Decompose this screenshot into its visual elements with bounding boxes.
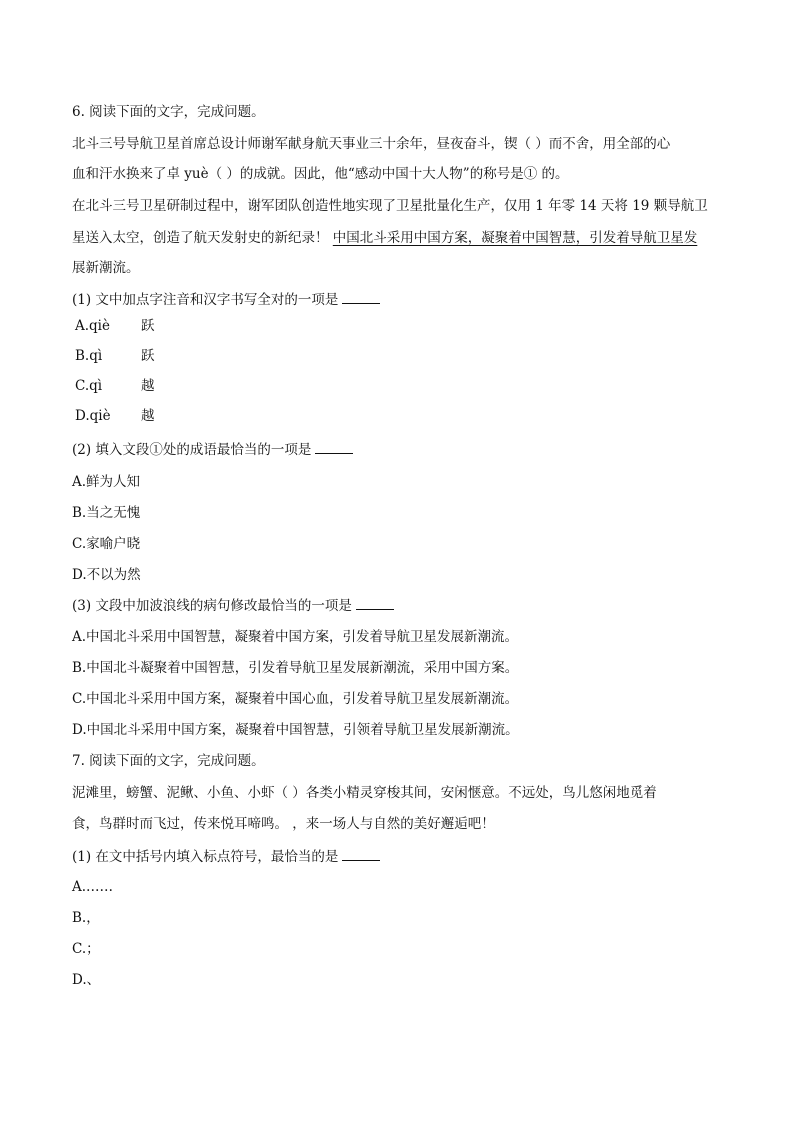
q6-sub2-option-d: D.不以为然 [72, 567, 141, 583]
q6-sub3-option-a: A.中国北斗采用中国智慧，凝聚着中国方案，引发着导航卫星发展新潮流。 [72, 629, 519, 645]
q6-sub2-option-b: B.当之无愧 [72, 505, 141, 521]
q6-sub1-option-c: C.qì 越 [75, 378, 155, 394]
answer-blank [342, 291, 380, 304]
q6-sub2-option-a: A.鲜为人知 [72, 474, 141, 490]
q6-sub3-question: (3) 文段中加波浪线的病句修改最恰当的一项是 [72, 596, 394, 616]
q6-sub2-option-c: C.家喻户晓 [72, 536, 141, 552]
q6-paragraph-2-plain: 星送入太空，创造了航天发射史的新纪录！ [72, 230, 333, 246]
q6-sub3-option-d: D.中国北斗采用中国方案，凝聚着中国智慧，引领着导航卫星发展新潮流。 [72, 722, 519, 738]
q6-paragraph-2-line-3: 展新潮流。 [72, 260, 140, 276]
answer-blank [356, 597, 394, 610]
answer-blank [315, 441, 353, 454]
q7-sub1-option-a: A.…… [72, 879, 114, 895]
q7-sub1-option-c: C.； [72, 941, 100, 957]
q6-sub3-option-c: C.中国北斗采用中国方案，凝聚着中国心血，引发着导航卫星发展新潮流。 [72, 691, 519, 707]
q6-sub1-question: (1) 文中加点字注音和汉字书写全对的一项是 [72, 290, 380, 310]
q6-wavy-underlined-sentence: 中国北斗采用中国方案，凝聚着中国智慧，引发着导航卫星发 [332, 230, 698, 246]
question-7-heading: 7. 阅读下面的文字，完成问题。 [72, 753, 265, 769]
q6-paragraph-1-line-2: 血和汗水换来了卓 yuè（ ）的成就。因此，他“感动中国十大人物”的称号是① 的。 [72, 166, 569, 182]
q6-sub3-option-b: B.中国北斗凝聚着中国智慧，引发着导航卫星发展新潮流，采用中国方案。 [72, 660, 519, 676]
q6-paragraph-2-line-2 [72, 228, 697, 248]
answer-blank [342, 848, 380, 861]
question-6-heading: 6. 阅读下面的文字，完成问题。 [72, 104, 265, 120]
q7-sub1-option-d: D.、 [72, 972, 101, 988]
q7-paragraph-line-2: 食，鸟群时而飞过，传来悦耳啼鸣。 ，来一场人与自然的美好邂逅吧！ [72, 816, 495, 832]
q6-sub1-option-b: B.qì 跃 [75, 348, 155, 364]
q7-sub1-question: (1) 在文中括号内填入标点符号，最恰当的是 [72, 847, 380, 867]
q6-sub1-option-a: A.qiè 跃 [75, 318, 155, 334]
q7-sub1-option-b: B.， [72, 910, 100, 926]
q6-paragraph-2-line-1: 在北斗三号卫星研制过程中，谢军团队创造性地实现了卫星批量化生产，仅用 1 年零 14 天将 19 颗导航卫 [72, 198, 708, 214]
q6-paragraph-1-line-1: 北斗三号导航卫星首席总设计师谢军献身航天事业三十余年，昼夜奋斗，锲（ ）而不舍，用全部的心 [72, 136, 671, 152]
q6-sub2-question: (2) 填入文段①处的成语最恰当的一项是 [72, 440, 353, 460]
q7-paragraph-line-1: 泥滩里，螃蟹、泥鳅、小鱼、小虾（ ）各类小精灵穿梭其间，安闲惬意。不远处，鸟儿悠闲地觅着 [72, 785, 657, 801]
q6-sub1-option-d: D.qiè 越 [75, 408, 155, 424]
